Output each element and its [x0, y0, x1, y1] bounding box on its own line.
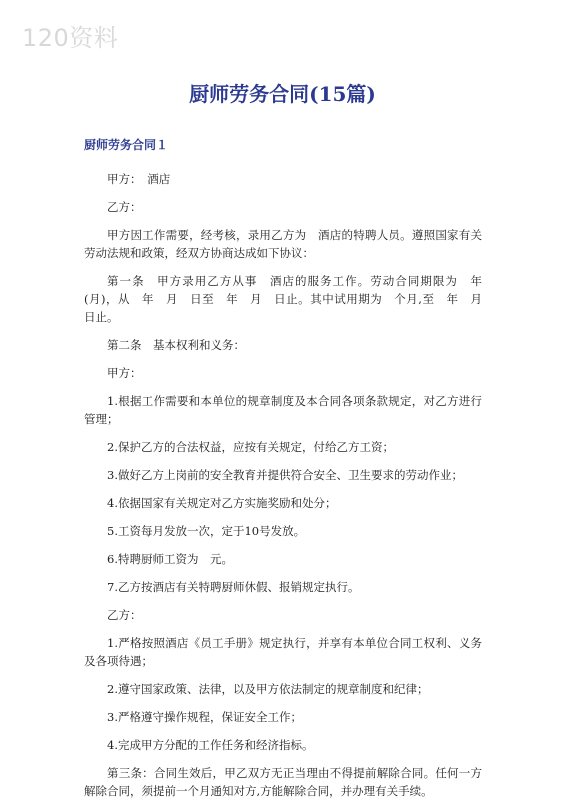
paragraph: 1.严格按照酒店《员工手册》规定执行，并享有本单位合同工权利、义务及各项待遇；	[84, 636, 482, 668]
paragraph: 第二条 基本权利和义务：	[107, 338, 245, 352]
paragraph: 2.保护乙方的合法权益，应按有关规定，付给乙方工资；	[107, 440, 394, 454]
paragraph: 甲方： 酒店	[107, 172, 171, 186]
paragraph: 6.特聘厨师工资为 元。	[107, 552, 233, 566]
paragraph: 甲方因工作需要，经考核，录用乙方为 酒店的特聘人员。遵照国家有关劳动法规和政策，经双方协商达成如下协议：	[84, 228, 482, 260]
paragraph: 1.根据工作需要和本单位的规章制度及本合同各项条款规定，对乙方进行管理；	[84, 394, 482, 426]
watermark-logo: 120资料	[22, 24, 119, 52]
paragraph: 4.完成甲方分配的工作任务和经济指标。	[107, 738, 314, 752]
paragraph: 7.乙方按酒店有关特聘厨师休假、报销规定执行。	[107, 580, 360, 594]
paragraph: 4.依据国家有关规定对乙方实施奖励和处分；	[107, 496, 337, 510]
paragraph: 3.做好乙方上岗前的安全教育并提供符合安全、卫生要求的劳动作业；	[107, 468, 463, 482]
paragraph: 乙方：	[107, 608, 142, 622]
section-heading: 厨师劳务合同１	[84, 138, 169, 152]
paragraph: 3.严格遵守操作规程，保证安全工作；	[107, 710, 302, 724]
paragraph: 乙方：	[107, 200, 142, 214]
document-body	[84, 170, 494, 810]
paragraph: 第一条 甲方录用乙方从事 酒店的服务工作。劳动合同期限为 年(月)，从 年 月 日至 年 月 日止。其中试用期为 个月,至 年 月 日止。	[84, 274, 494, 324]
document-title: 厨师劳务合同(15篇)	[189, 82, 376, 106]
paragraph: 2.遵守国家政策、法律，以及甲方依法制定的规章制度和纪律；	[107, 682, 429, 696]
paragraph: 5.工资每月发放一次，定于10号发放。	[107, 524, 306, 538]
paragraph: 甲方：	[107, 366, 142, 380]
paragraph: 第三条：合同生效后，甲乙双方无正当理由不得提前解除合同。任何一方解除合同，须提前一个月通知对方,方能解除合同，并办理有关手续。	[84, 766, 482, 798]
